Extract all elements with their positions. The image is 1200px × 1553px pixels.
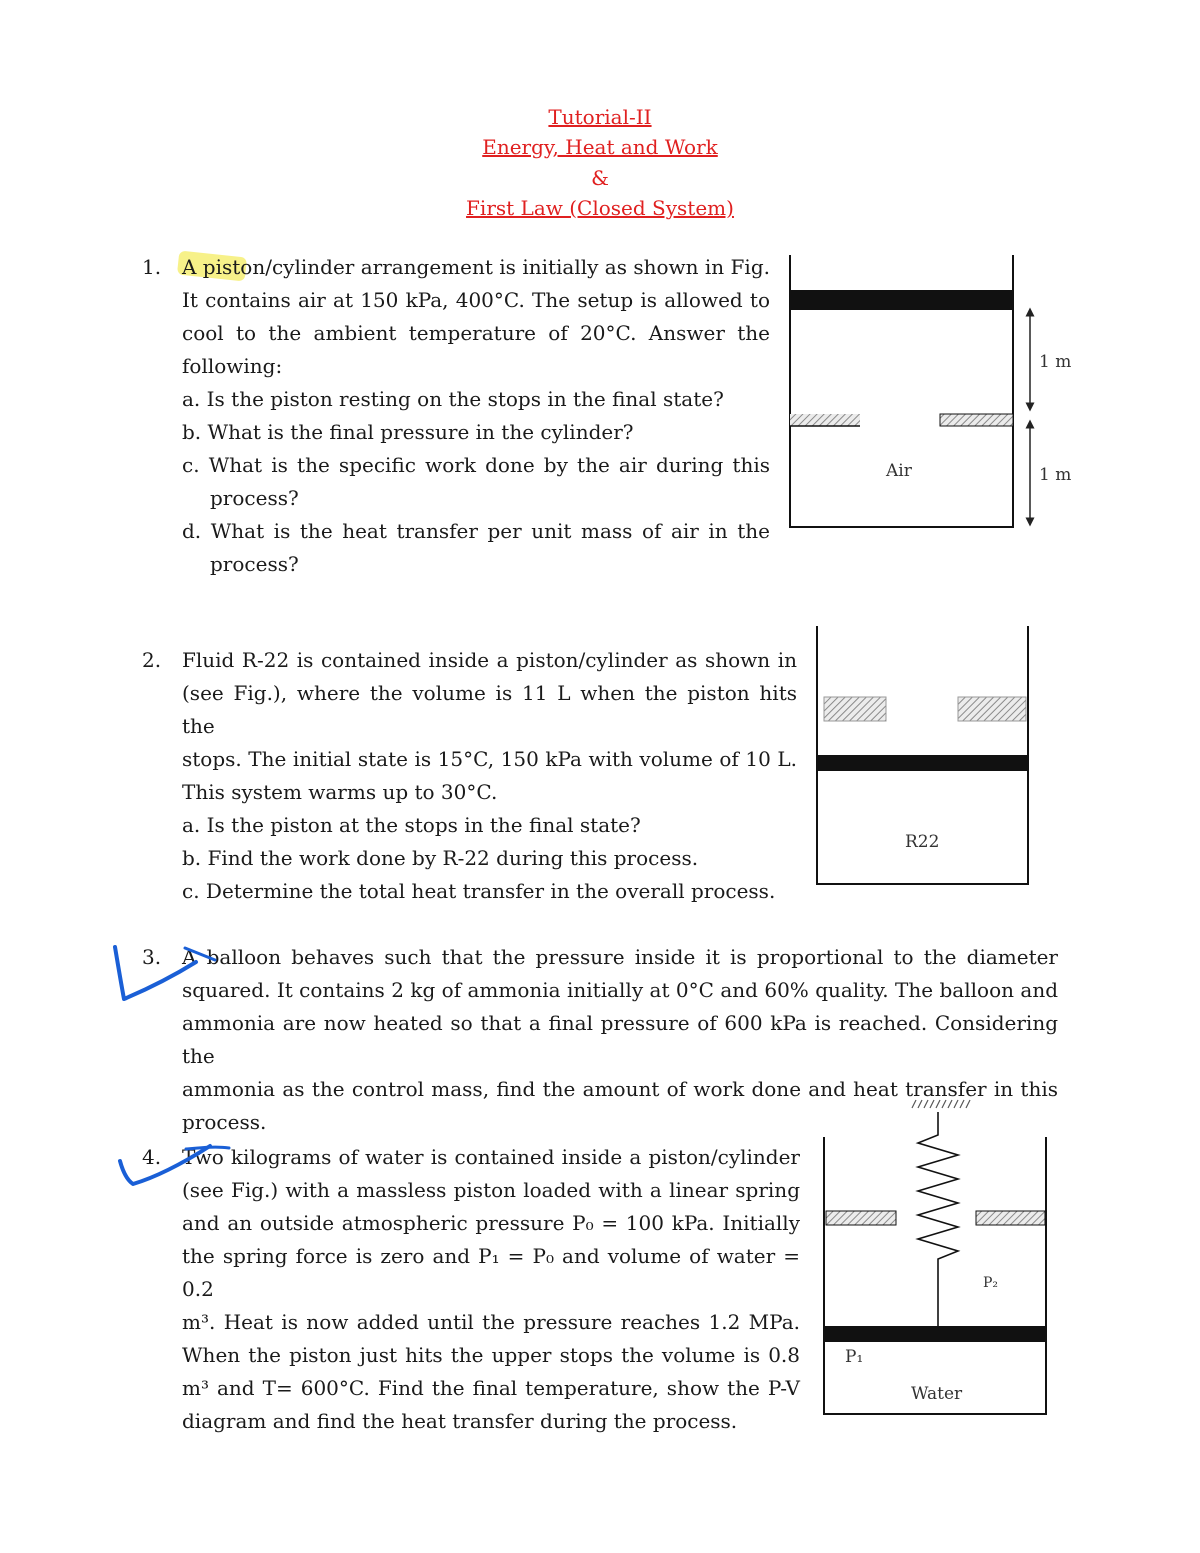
piston [824,1326,1046,1342]
q1-line: following: [182,354,283,378]
q3-line: ammonia as the control mass, find the amount of work done and heat transfer in this [182,1077,1058,1101]
check-mark-icon [115,947,196,999]
check-mark-icon [120,1146,210,1184]
q1-line: A piston/cylinder arrangement is initially as shown in Fig. [182,255,770,279]
q4-line: (see Fig.) with a massless piston loaded with a linear spring [182,1178,800,1202]
subtopic-title: First Law (Closed System) [466,196,734,220]
figure-1-dim-top: 1 m [1039,352,1072,372]
piston [817,755,1028,771]
q2-line: (see Fig.), where the volume is 11 L when the piston hits the [182,681,797,738]
figure-1-piston-cylinder [789,255,1030,527]
q4-line: and an outside atmospheric pressure P₀ = 100 kPa. Initially [182,1211,800,1235]
q1-line: cool to the ambient temperature of 20°C. Answer the [182,321,770,345]
figure-4-gas-label: Water [911,1384,963,1404]
upper-stop-left [826,1211,896,1225]
q1-part-d-cont: process? [210,552,299,576]
ceiling-hatch [912,1100,970,1108]
q2-part-a: a. Is the piston at the stops in the final state? [182,813,641,837]
tutorial-title: Tutorial-II [548,105,652,129]
stop-right [940,414,1013,426]
q4-line: When the piston just hits the upper stops the volume is 0.8 [182,1343,800,1367]
q2-line: This system warms up to 30°C. [182,780,498,804]
q4-line: m³. Heat is now added until the pressure reaches 1.2 MPa. [182,1310,800,1334]
q1-part-c: c. What is the specific work done by the air during this [182,453,770,477]
stop-left [790,414,860,426]
stop-right [958,697,1026,721]
figure-4-p1-label: P₁ [845,1347,864,1367]
q4-line: Two kilograms of water is contained inside a piston/cylinder [182,1145,800,1169]
q2-part-c: c. Determine the total heat transfer in the overall process. [182,879,776,903]
stop-left [824,697,886,721]
q1-part-a: a. Is the piston resting on the stops in the final state? [182,387,724,411]
q3-line: ammonia are now heated so that a final pressure of 600 kPa is reached. Considering the [182,1011,1058,1068]
q1-line: It contains air at 150 kPa, 400°C. The setup is allowed to [182,288,770,312]
q1-part-c-cont: process? [210,486,299,510]
figure-2-gas-label: R22 [905,832,940,852]
q4-line: the spring force is zero and P₁ = P₀ and volume of water = 0.2 [182,1244,800,1301]
question-3-number: 3. [142,945,162,969]
ampersand: & [591,166,609,190]
linear-spring [918,1112,958,1326]
question-1-number: 1. [142,255,162,279]
topic-title: Energy, Heat and Work [482,135,718,159]
figure-1-dim-bottom: 1 m [1039,465,1072,485]
upper-stop-right [976,1211,1045,1225]
pen-stroke [185,948,215,960]
question-2-number: 2. [142,648,162,672]
q4-line: diagram and find the heat transfer during the process. [182,1409,738,1433]
q1-part-d: d. What is the heat transfer per unit mass of air in the [182,519,770,543]
q2-line: stops. The initial state is 15°C, 150 kPa with volume of 10 L. [182,747,797,771]
q3-line: A balloon behaves such that the pressure inside it is proportional to the diameter [182,945,1058,969]
q3-line: squared. It contains 2 kg of ammonia initially at 0°C and 60% quality. The balloon and [182,978,1058,1002]
figure-1-gas-label: Air [886,461,912,481]
pen-stroke [186,1147,229,1149]
q1-part-b: b. What is the final pressure in the cylinder? [182,420,634,444]
question-4-number: 4. [142,1145,162,1169]
q2-part-b: b. Find the work done by R-22 during this process. [182,846,699,870]
figure-4-p2-label: P₂ [983,1275,999,1291]
q3-line: process. [182,1110,267,1134]
q2-line: Fluid R-22 is contained inside a piston/cylinder as shown in [182,648,797,672]
q4-line: m³ and T= 600°C. Find the final temperature, show the P-V [182,1376,800,1400]
piston [790,290,1013,310]
